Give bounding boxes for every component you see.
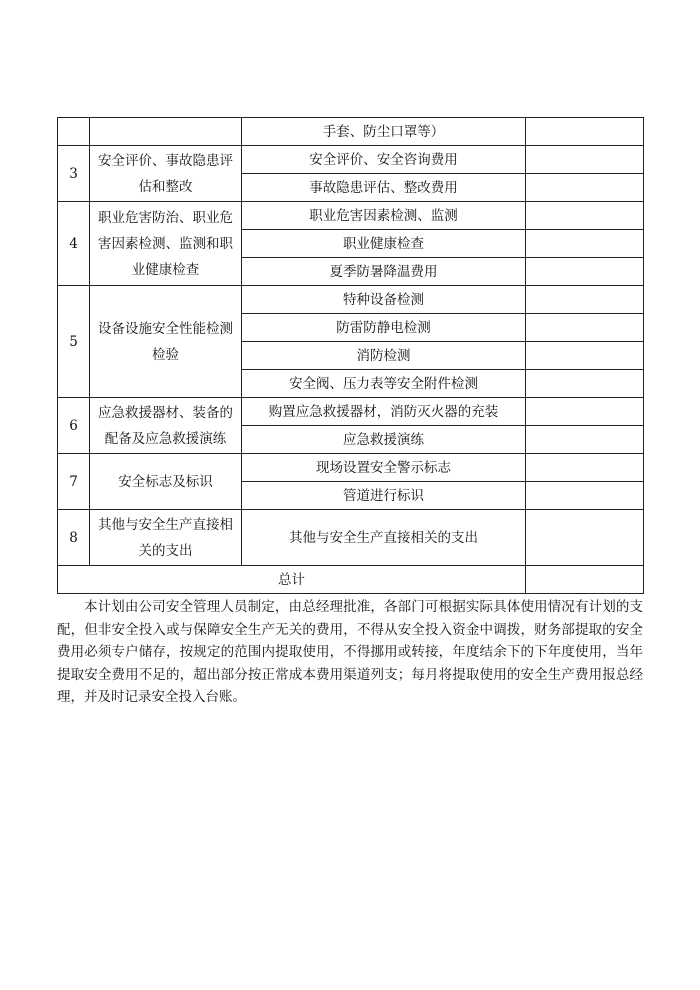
- no-cell: [58, 118, 90, 146]
- category-cell: 应急救援器材、装备的配备及应急救援演练: [90, 398, 242, 454]
- table-row-continuation: [58, 118, 644, 146]
- item-cell: 手套、防尘口罩等）: [242, 118, 526, 146]
- amount-cell: [526, 174, 644, 202]
- item-cell: 其他与安全生产直接相关的支出: [242, 510, 526, 566]
- amount-cell: [526, 510, 644, 566]
- category-cell: 设备设施安全性能检测检验: [90, 286, 242, 398]
- category-cell: 其他与安全生产直接相关的支出: [90, 510, 242, 566]
- amount-cell: [526, 118, 644, 146]
- category-cell: 职业危害防治、职业危害因素检测、监测和职业健康检查: [90, 202, 242, 286]
- amount-cell: [526, 370, 644, 398]
- table-row: [58, 286, 644, 314]
- item-cell: 安全评价、安全咨询费用: [242, 146, 526, 174]
- table-row: [58, 454, 644, 482]
- category-cell: 安全评价、事故隐患评估和整改: [90, 146, 242, 202]
- no-cell: 4: [58, 202, 90, 286]
- no-cell: 6: [58, 398, 90, 454]
- amount-cell: [526, 258, 644, 286]
- amount-cell: [526, 482, 644, 510]
- item-cell: 管道进行标识: [242, 482, 526, 510]
- safety-cost-plan-table: [57, 117, 644, 594]
- category-cell: 安全标志及标识: [90, 454, 242, 510]
- table-row: [58, 398, 644, 426]
- item-cell: 应急救援演练: [242, 426, 526, 454]
- amount-cell: [526, 230, 644, 258]
- amount-cell: [526, 454, 644, 482]
- no-cell: 5: [58, 286, 90, 398]
- no-cell: 7: [58, 454, 90, 510]
- item-cell: 夏季防暑降温费用: [242, 258, 526, 286]
- amount-cell: [526, 202, 644, 230]
- plan-note-paragraph: 本计划由公司安全管理人员制定，由总经理批准，各部门可根据实际具体使用情况有计划的支配，但非安全投入或与保障安全生产无关的费用，不得从安全投入资金中调拨，财务部提取的安全费用必须专户储存，按规定的范围内提取使用，不得挪用或转接，年度结余下的下年度使用，当年提取安全费用不足的，超出部分按正常成本费用渠道列支；每月将提取使用的安全生产费用报总经理，并及时记录安全投入台账。: [57, 599, 643, 705]
- item-cell: 职业健康检查: [242, 230, 526, 258]
- no-cell: 3: [58, 146, 90, 202]
- amount-cell: [526, 146, 644, 174]
- item-cell: 安全阀、压力表等安全附件检测: [242, 370, 526, 398]
- amount-cell: [526, 286, 644, 314]
- table-row: [58, 202, 644, 230]
- item-cell: 消防检测: [242, 342, 526, 370]
- table-row: [58, 146, 644, 174]
- total-amount-cell: [526, 566, 644, 594]
- amount-cell: [526, 314, 644, 342]
- item-cell: 购置应急救援器材，消防灭火器的充装: [242, 398, 526, 426]
- amount-cell: [526, 426, 644, 454]
- no-cell: 8: [58, 510, 90, 566]
- table-row-total: [58, 566, 644, 594]
- item-cell: 事故隐患评估、整改费用: [242, 174, 526, 202]
- table-row: [58, 510, 644, 566]
- item-cell: 现场设置安全警示标志: [242, 454, 526, 482]
- category-cell: [90, 118, 242, 146]
- item-cell: 职业危害因素检测、监测: [242, 202, 526, 230]
- amount-cell: [526, 342, 644, 370]
- item-cell: 防雷防静电检测: [242, 314, 526, 342]
- amount-cell: [526, 398, 644, 426]
- item-cell: 特种设备检测: [242, 286, 526, 314]
- total-label: 总计: [58, 566, 526, 594]
